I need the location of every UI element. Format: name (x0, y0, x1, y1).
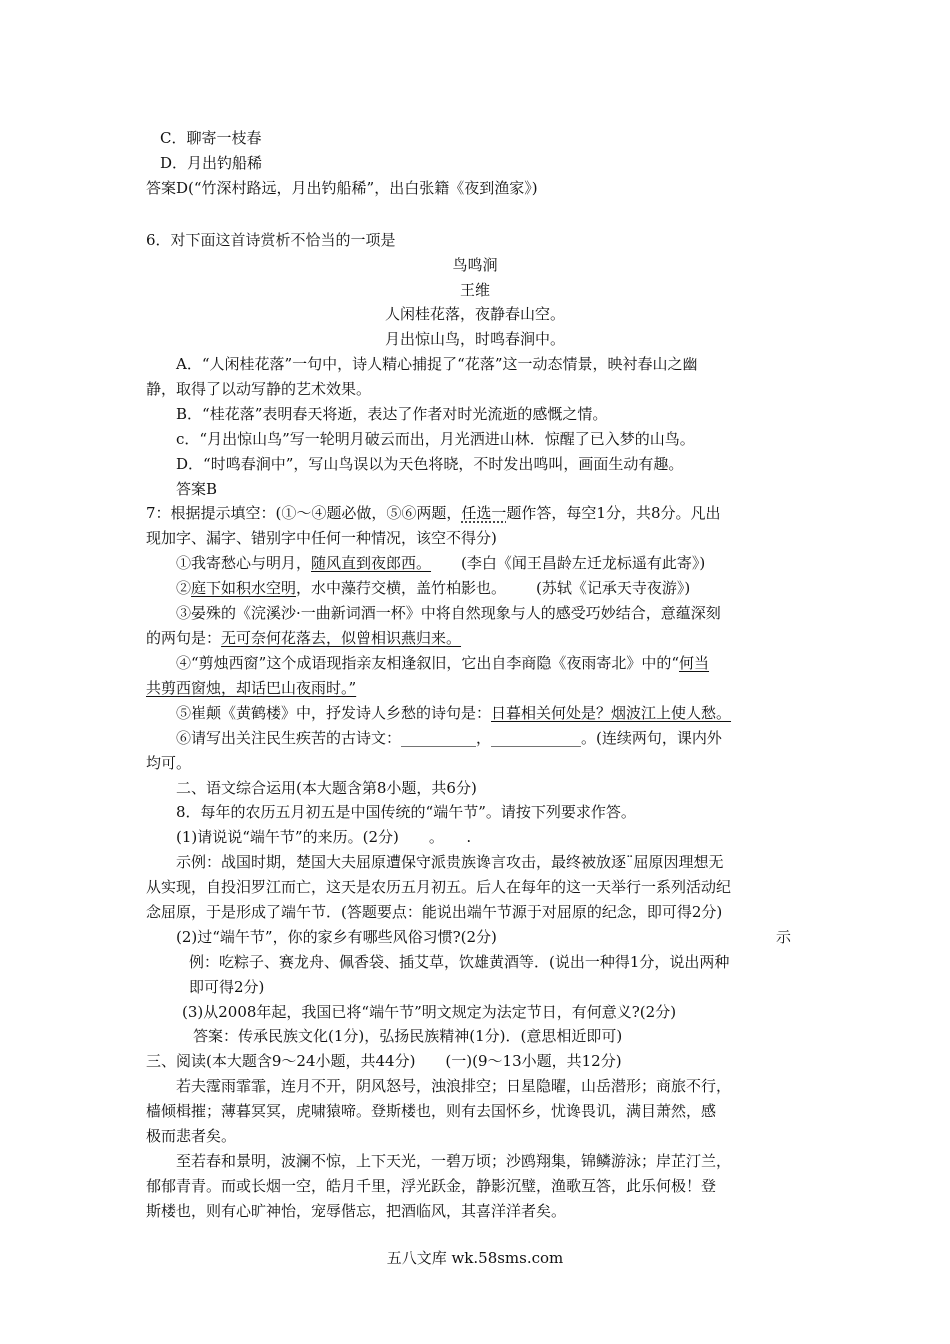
q7-item-6-cont: 均可。 (146, 754, 192, 772)
filled-answer: 共剪西窗烛，却话巴山夜雨时。” (146, 679, 357, 697)
footer-watermark: 五八文库 wk.58sms.com (386, 1249, 564, 1267)
filled-answer: 随风直到夜郎西。 (311, 554, 432, 572)
q7-item-4-cont (146, 676, 356, 700)
q8-example-1: 示例：战国时期，楚国大夫屈原遭保守派贵族谗言攻击，最终被放逐¨屈原因理想无 (176, 853, 724, 871)
q7-emphasis-text: 任选一 (461, 504, 507, 522)
q7-item-3: ③晏殊的《浣溪沙·一曲新词酒一杯》中将自然现象与人的感受巧妙结合，意蕴深刻 (176, 604, 721, 622)
poem-author: 王维 (459, 281, 490, 299)
item-text: 的两句是： (146, 629, 222, 647)
q7-item-3-cont (146, 626, 461, 650)
filled-answer: 庭下如积水空明 (191, 579, 297, 597)
q6-stem: 6．对下面这首诗赏析不恰当的一项是 (146, 231, 396, 249)
q5-answer: 答案D(“竹深村路远，月出钓船稀”，出白张籍《夜到渔家》) (146, 179, 538, 197)
item-source: (苏轼《记承天寺夜游》) (536, 579, 691, 597)
q6-option-d: D．“时鸣春涧中”，写山鸟误以为天色将晓，不时发出鸣叫，画面生动有趣。 (176, 455, 684, 473)
q6-answer: 答案B (176, 480, 218, 498)
passage-para-2: 至若春和景明，波澜不惊，上下天光，一碧万顷；沙鸥翔集，锦鳞游泳；岸芷汀兰， (176, 1152, 732, 1170)
q5-option-c: C．聊寄一枝春 (160, 129, 262, 147)
q7-stem-text: 7：根据提示填空：(①～④题必做，⑤⑥两题， (146, 504, 462, 522)
q8-part-3: (3)从2008年起，我国已将“端午节”明文规定为法定节日，有何意义?(2分) (182, 1003, 677, 1021)
poem-line-1: 人闲桂花落，夜静春山空。 (384, 305, 565, 323)
item-text: ，水中藻荇交横，盖竹柏影也。 (296, 579, 507, 597)
section-3-title: 三、阅读(本大题含9～24小题，共44分) (一)(9～13小题，共12分) (146, 1052, 622, 1070)
q7-stem-text-cont: 题作答，每空1分，共8分。凡出 (506, 504, 721, 522)
passage-para-1: 若夫霪雨霏霏，连月不开，阴风怒号，浊浪排空；日星隐曜，山岳潜形；商旅不行， (176, 1077, 732, 1095)
item-text: ⑤崔颠《黄鹤楼》中，抒发诗人乡愁的诗句是： (176, 704, 492, 722)
passage-para-2-end: 斯楼也，则有心旷神怡，宠辱偕忘，把酒临风，其喜洋洋者矣。 (146, 1202, 567, 1220)
q7-item-1 (176, 551, 705, 575)
q7-item-2 (176, 576, 690, 600)
filled-answer: 日暮相关何处是？烟波江上使人愁。 (491, 704, 732, 722)
q8-part-1: (1)请说说“端午节”的来历。(2分) 。 . (176, 828, 472, 846)
q8-example-2: 例：吃粽子、赛龙舟、佩香袋、插艾草，饮雄黄酒等．(说出一种得1分，说出两种 (189, 953, 730, 971)
item-text: ①我寄愁心与明月， (176, 554, 312, 572)
q7-stem-line-2: 现加字、漏字、错别字中任何一种情况，该空不得分) (146, 529, 497, 547)
q8-example-1-cont2: 念屈原，于是形成了端午节．(答题要点：能说出端午节源于对屈原的纪念，即可得2分) (146, 903, 723, 921)
q8-answer-3: 答案：传承民族文化(1分)，弘扬民族精神(1分)．(意思相近即可) (193, 1027, 623, 1045)
q8-part-2: (2)过“端午节”，你的家乡有哪些风俗习惯?(2分) (176, 928, 497, 946)
q7-item-4 (176, 651, 709, 675)
q6-option-a: A．“人闲桂花落”一句中，诗人精心捕捉了“花落”这一动态情景，映衬春山之幽 (176, 355, 698, 373)
q8-part-2-tail: 示 (776, 928, 792, 946)
q6-option-b: B．“桂花落”表明春天将逝，表达了作者对时光流逝的感慨之情。 (176, 405, 608, 423)
item-text: ④“剪烛西窗”这个成语现指亲友相逢叙旧，它出自李商隐《夜雨寄北》中的“ (176, 654, 680, 672)
q5-option-d: D．月出钓船稀 (160, 154, 263, 172)
q7-item-5 (176, 701, 731, 725)
section-2-title: 二、语文综合运用(本大题含第8小题，共6分) (176, 779, 477, 797)
q8-example-2-cont: 即可得2分) (189, 978, 265, 996)
passage-para-1-end: 极而悲者矣。 (146, 1127, 237, 1145)
item-number: ② (176, 579, 192, 597)
q7-stem-line-1 (146, 501, 721, 525)
passage-para-1-cont: 樯倾楫摧；薄暮冥冥，虎啸猿啼。登斯楼也，则有去国怀乡，忧谗畏讥，满目萧然，感 (146, 1102, 717, 1120)
q6-option-a-cont: 静，取得了以动写静的艺术效果。 (146, 380, 372, 398)
filled-answer: 无可奈何花落去，似曾相识燕归来。 (221, 629, 462, 647)
q8-example-1-cont: 从实现，自投汨罗江而亡，这天是农历五月初五。后人在每年的这一天举行一系列活动纪 (146, 878, 732, 896)
poem-title: 鸟鸣涧 (452, 256, 498, 274)
poem-line-2: 月出惊山鸟，时鸣春涧中。 (384, 330, 565, 348)
q6-option-c: c．“月出惊山鸟”写一轮明月破云而出，月光洒进山林．惊醒了已入梦的山鸟。 (176, 430, 695, 448)
passage-para-2-cont: 郁郁青青。而或长烟一空，皓月千里，浮光跃金，静影沉璧，渔歌互答，此乐何极！登 (146, 1177, 717, 1195)
q8-stem: 8．每年的农历五月初五是中国传统的“端午节”。请按下列要求作答。 (176, 803, 636, 821)
item-source: (李白《闻王昌龄左迁龙标遥有此寄》) (461, 554, 706, 572)
q7-item-6: ⑥请写出关注民生疾苦的古诗文：__________，____________。(连续两句，课内外 (176, 729, 722, 747)
filled-answer: 何当 (679, 654, 710, 672)
